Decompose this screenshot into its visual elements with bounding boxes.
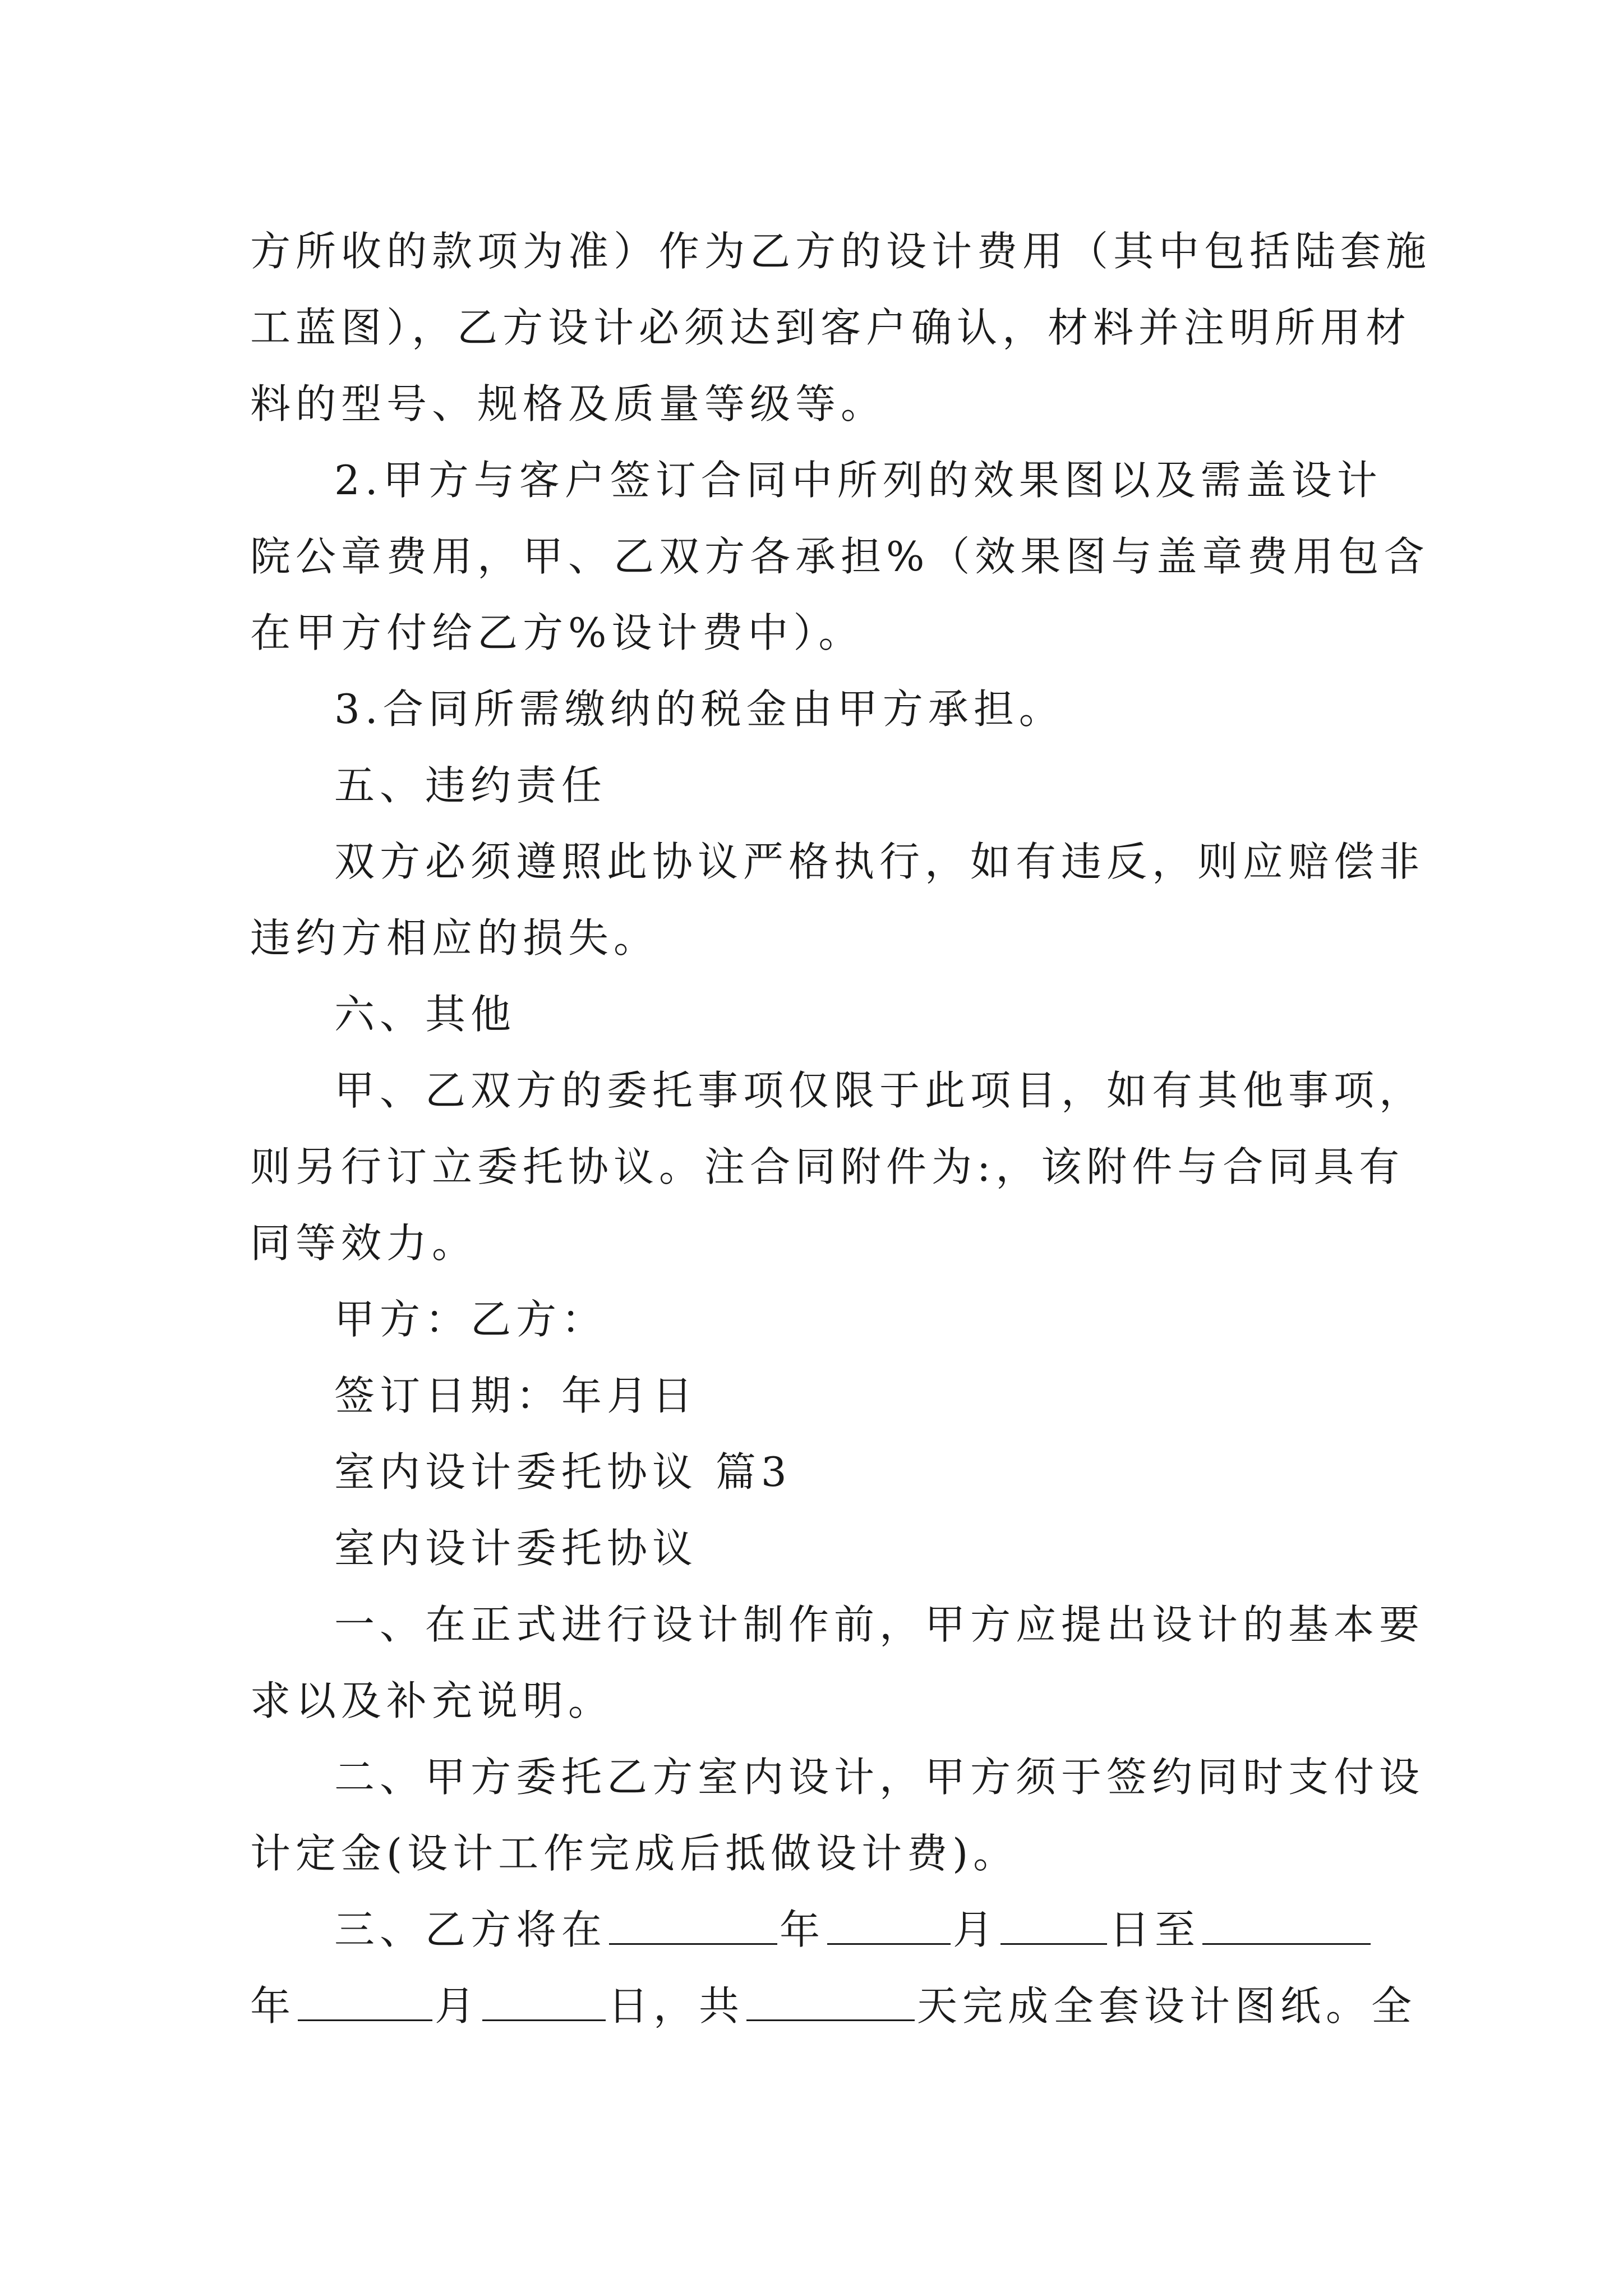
clause-text: 月 (953, 1906, 999, 1953)
clause-text: 三、乙方将在 (334, 1906, 607, 1953)
clause-text: 天完成全套设计图纸。全 (917, 1982, 1417, 2030)
paragraph-line: 3.合同所需缴纳的税金由甲方承担。 (334, 685, 1064, 733)
clause-text: 日，共 (608, 1982, 745, 2030)
signing-date: 签订日期：年月日 (334, 1372, 698, 1419)
paragraph-line: 甲、乙双方的委托事项仅限于此项目，如有其他事项， (334, 1067, 1425, 1114)
article-title: 室内设计委托协议 篇3 (334, 1448, 792, 1496)
clause-three-line-2 (250, 1968, 1417, 2044)
clause-text: 年 (250, 1982, 296, 2030)
clause-text: 日至 (1109, 1906, 1201, 1953)
fill-in-blank (1202, 1903, 1371, 1945)
paragraph-line: 料的型号、规格及质量等级等。 (250, 380, 887, 427)
agreement-title: 室内设计委托协议 (334, 1525, 698, 1572)
paragraph-line: 一、在正式进行设计制作前，甲方应提出设计的基本要 (334, 1601, 1425, 1648)
fill-in-blank (609, 1903, 777, 1945)
paragraph-line: 2.甲方与客户签订合同中所列的效果图以及需盖设计 (334, 457, 1382, 504)
fill-in-blank (827, 1903, 951, 1945)
clause-text: 月 (435, 1982, 481, 2030)
section-heading: 五、违约责任 (334, 762, 607, 809)
paragraph-line: 同等效力。 (250, 1220, 478, 1267)
paragraph-line: 计定金(设计工作完成后抵做设计费)。 (250, 1830, 1019, 1877)
paragraph-line: 双方必须遵照此协议严格执行，如有违反，则应赔偿非 (334, 838, 1425, 885)
signature-parties: 甲方：乙方： (334, 1296, 607, 1343)
clause-three-line-1 (250, 1892, 1394, 1968)
document-page (250, 213, 1432, 2044)
paragraph-line: 方所收的款项为准）作为乙方的设计费用（其中包括陆套施 (250, 228, 1432, 275)
paragraph-line: 则另行订立委托协议。注合同附件为:，该附件与合同具有 (250, 1143, 1405, 1190)
paragraph-line: 违约方相应的损失。 (250, 914, 660, 961)
fill-in-blank (1000, 1903, 1107, 1945)
fill-in-blank (746, 1979, 915, 2021)
clause-text: 年 (780, 1906, 826, 1953)
fill-in-blank (298, 1979, 432, 2021)
section-heading: 六、其他 (334, 991, 517, 1038)
paragraph-line: 二、甲方委托乙方室内设计，甲方须于签约同时支付设 (334, 1754, 1425, 1801)
paragraph-line: 求以及补充说明。 (250, 1677, 614, 1724)
paragraph-line: 工蓝图），乙方设计必须达到客户确认，材料并注明所用材 (250, 304, 1412, 351)
paragraph-line: 在甲方付给乙方%设计费中）。 (250, 609, 864, 656)
paragraph-line: 院公章费用，甲、乙双方各承担%（效果图与盖章费用包含 (250, 533, 1430, 580)
fill-in-blank (482, 1979, 606, 2021)
